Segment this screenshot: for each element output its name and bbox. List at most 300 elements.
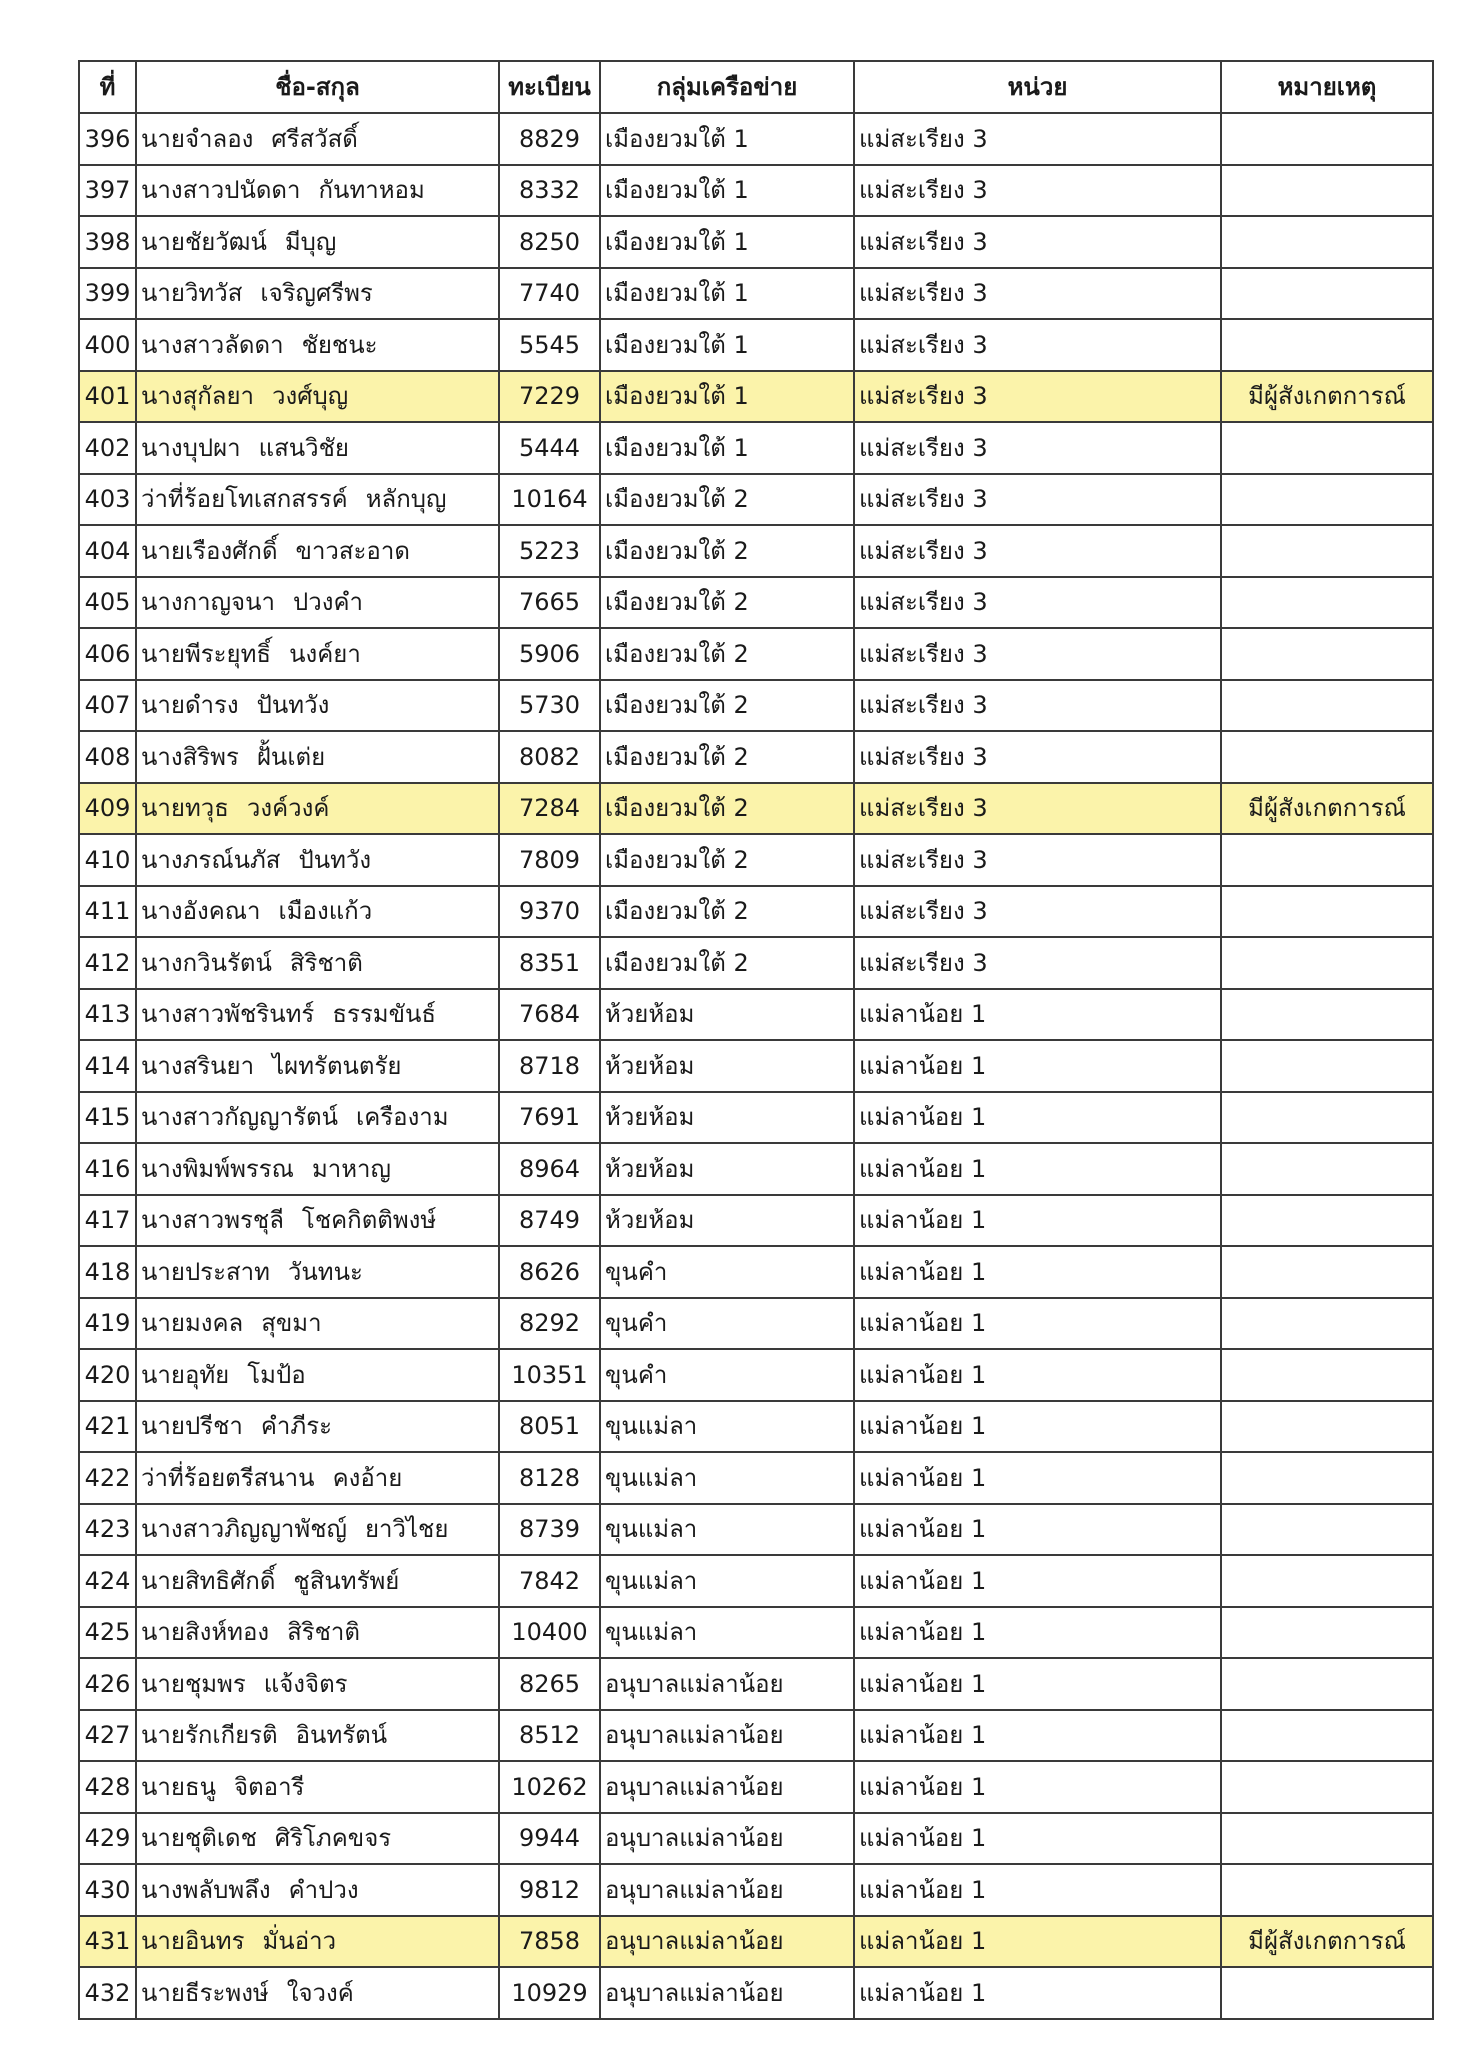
last-name: โชคกิตติพงษ์ xyxy=(301,1206,437,1235)
header-row xyxy=(79,61,1433,113)
person-name xyxy=(136,319,499,371)
remark xyxy=(1221,989,1433,1041)
exam-unit: แม่สะเรียง 3 xyxy=(854,937,1221,989)
network-group: ห้วยห้อม xyxy=(600,1143,854,1195)
exam-unit: แม่ลาน้อย 1 xyxy=(854,1452,1221,1504)
person-name xyxy=(136,783,499,835)
registration-number: 10929 xyxy=(499,1967,600,2019)
registration-number: 7665 xyxy=(499,577,600,629)
exam-unit: แม่สะเรียง 3 xyxy=(854,525,1221,577)
registration-number: 9812 xyxy=(499,1864,600,1916)
exam-unit: แม่ลาน้อย 1 xyxy=(854,1298,1221,1350)
row-number: 416 xyxy=(79,1143,136,1195)
remark xyxy=(1221,577,1433,629)
last-name: ขาวสะอาด xyxy=(295,536,410,565)
exam-unit: แม่สะเรียง 3 xyxy=(854,783,1221,835)
network-group: อนุบาลแม่ลาน้อย xyxy=(600,1967,854,2019)
last-name: ปวงคำ xyxy=(293,588,363,617)
exam-unit: แม่สะเรียง 3 xyxy=(854,319,1221,371)
first-name: นายสิทธิศักดิ์ xyxy=(141,1566,276,1595)
last-name: ศิริโภคขจร xyxy=(274,1824,392,1853)
remark xyxy=(1221,474,1433,526)
exam-unit: แม่ลาน้อย 1 xyxy=(854,1040,1221,1092)
last-name: วันทนะ xyxy=(287,1257,363,1286)
registration-number: 5730 xyxy=(499,680,600,732)
header-note: หมายเหตุ xyxy=(1221,61,1433,113)
network-group: เมืองยวมใต้ 1 xyxy=(600,268,854,320)
first-name: นายทวุธ xyxy=(141,794,229,823)
remark: มีผู้สังเกตการณ์ xyxy=(1221,783,1433,835)
row-number: 425 xyxy=(79,1607,136,1659)
remark xyxy=(1221,1864,1433,1916)
remark xyxy=(1221,268,1433,320)
registration-number: 9944 xyxy=(499,1813,600,1865)
last-name: เครืองาม xyxy=(356,1103,449,1132)
last-name: คงอ้าย xyxy=(332,1463,403,1492)
header-name: ชื่อ-สกุล xyxy=(136,61,499,113)
person-name xyxy=(136,216,499,268)
row-number: 406 xyxy=(79,628,136,680)
row-number: 405 xyxy=(79,577,136,629)
row-number: 427 xyxy=(79,1710,136,1762)
exam-unit: แม่สะเรียง 3 xyxy=(854,474,1221,526)
network-group: ขุนแม่ลา xyxy=(600,1452,854,1504)
person-name xyxy=(136,731,499,783)
last-name: อินทรัตน์ xyxy=(295,1721,388,1750)
table-row xyxy=(79,165,1433,217)
network-group: เมืองยวมใต้ 1 xyxy=(600,422,854,474)
header-registration: ทะเบียน xyxy=(499,61,600,113)
first-name: นางสุกัลยา xyxy=(141,382,255,411)
last-name: กันทาหอม xyxy=(318,176,425,205)
first-name: นายจำลอง xyxy=(141,124,254,153)
remark xyxy=(1221,680,1433,732)
network-group: ห้วยห้อม xyxy=(600,1195,854,1247)
last-name: นงค์ยา xyxy=(289,639,361,668)
first-name: นางกวินรัตน์ xyxy=(141,948,272,977)
last-name: จิตอารี xyxy=(234,1772,305,1801)
last-name: เจริญศรีพร xyxy=(260,279,373,308)
person-name xyxy=(136,165,499,217)
first-name: นายธีระพงษ์ xyxy=(141,1978,269,2007)
person-name xyxy=(136,1864,499,1916)
person-name xyxy=(136,1761,499,1813)
exam-unit: แม่ลาน้อย 1 xyxy=(854,1401,1221,1453)
exam-unit: แม่ลาน้อย 1 xyxy=(854,1143,1221,1195)
table-row xyxy=(79,1710,1433,1762)
person-name xyxy=(136,1040,499,1092)
last-name: แสนวิชัย xyxy=(258,433,349,462)
person-name xyxy=(136,886,499,938)
roster-table xyxy=(78,60,1434,2020)
last-name: ชูสินทรัพย์ xyxy=(293,1566,400,1595)
person-name xyxy=(136,834,499,886)
exam-unit: แม่ลาน้อย 1 xyxy=(854,1916,1221,1968)
exam-unit: แม่ลาน้อย 1 xyxy=(854,1555,1221,1607)
first-name: นางสาวพรชุลี xyxy=(141,1206,284,1235)
exam-unit: แม่สะเรียง 3 xyxy=(854,371,1221,423)
exam-unit: แม่ลาน้อย 1 xyxy=(854,1504,1221,1556)
table-row xyxy=(79,937,1433,989)
last-name: ใจวงค์ xyxy=(286,1978,354,2007)
person-name xyxy=(136,1143,499,1195)
registration-number: 7691 xyxy=(499,1092,600,1144)
registration-number: 8128 xyxy=(499,1452,600,1504)
header-unit: หน่วย xyxy=(854,61,1221,113)
remark xyxy=(1221,1607,1433,1659)
first-name: นางสาวกัญญารัตน์ xyxy=(141,1103,338,1132)
person-name xyxy=(136,1195,499,1247)
registration-number: 8626 xyxy=(499,1246,600,1298)
row-number: 417 xyxy=(79,1195,136,1247)
registration-number: 7284 xyxy=(499,783,600,835)
registration-number: 10400 xyxy=(499,1607,600,1659)
network-group: เมืองยวมใต้ 2 xyxy=(600,834,854,886)
exam-unit: แม่สะเรียง 3 xyxy=(854,577,1221,629)
first-name: นางบุปผา xyxy=(141,433,241,462)
table-row xyxy=(79,1967,1433,2019)
person-name xyxy=(136,113,499,165)
network-group: เมืองยวมใต้ 1 xyxy=(600,319,854,371)
network-group: เมืองยวมใต้ 1 xyxy=(600,371,854,423)
exam-unit: แม่ลาน้อย 1 xyxy=(854,1864,1221,1916)
exam-unit: แม่สะเรียง 3 xyxy=(854,268,1221,320)
person-name xyxy=(136,422,499,474)
registration-number: 8718 xyxy=(499,1040,600,1092)
table-row xyxy=(79,577,1433,629)
person-name xyxy=(136,577,499,629)
remark xyxy=(1221,525,1433,577)
registration-number: 7858 xyxy=(499,1916,600,1968)
exam-unit: แม่ลาน้อย 1 xyxy=(854,1967,1221,2019)
person-name xyxy=(136,1401,499,1453)
table-row xyxy=(79,1452,1433,1504)
first-name: นายอินทร xyxy=(141,1927,245,1956)
exam-unit: แม่ลาน้อย 1 xyxy=(854,989,1221,1041)
remark xyxy=(1221,1040,1433,1092)
network-group: ขุนคำ xyxy=(600,1349,854,1401)
first-name: นายอุทัย xyxy=(141,1360,230,1389)
registration-number: 10164 xyxy=(499,474,600,526)
network-group: เมืองยวมใต้ 2 xyxy=(600,628,854,680)
table-row xyxy=(79,834,1433,886)
first-name: นายวิทวัส xyxy=(141,279,243,308)
first-name: นายพีระยุทธิ์ xyxy=(141,639,272,668)
last-name: คำภีระ xyxy=(260,1412,332,1441)
table-row xyxy=(79,268,1433,320)
table-row xyxy=(79,1298,1433,1350)
network-group: เมืองยวมใต้ 1 xyxy=(600,216,854,268)
registration-number: 5545 xyxy=(499,319,600,371)
last-name: หลักบุญ xyxy=(365,485,447,514)
network-group: เมืองยวมใต้ 2 xyxy=(600,937,854,989)
remark xyxy=(1221,1298,1433,1350)
row-number: 399 xyxy=(79,268,136,320)
row-number: 429 xyxy=(79,1813,136,1865)
registration-number: 8351 xyxy=(499,937,600,989)
table-row xyxy=(79,1504,1433,1556)
last-name: มาหาญ xyxy=(311,1154,391,1183)
registration-number: 8739 xyxy=(499,1504,600,1556)
row-number: 402 xyxy=(79,422,136,474)
first-name: นายชุมพร xyxy=(141,1669,246,1698)
row-number: 428 xyxy=(79,1761,136,1813)
row-number: 423 xyxy=(79,1504,136,1556)
network-group: เมืองยวมใต้ 1 xyxy=(600,113,854,165)
header-no: ที่ xyxy=(79,61,136,113)
registration-number: 5223 xyxy=(499,525,600,577)
exam-unit: แม่ลาน้อย 1 xyxy=(854,1658,1221,1710)
table-row xyxy=(79,989,1433,1041)
remark xyxy=(1221,731,1433,783)
registration-number: 7809 xyxy=(499,834,600,886)
row-number: 415 xyxy=(79,1092,136,1144)
row-number: 424 xyxy=(79,1555,136,1607)
remark xyxy=(1221,113,1433,165)
exam-unit: แม่ลาน้อย 1 xyxy=(854,1246,1221,1298)
table-row xyxy=(79,1040,1433,1092)
registration-number: 8829 xyxy=(499,113,600,165)
last-name: ไผทรัตนตรัย xyxy=(272,1051,402,1080)
network-group: ห้วยห้อม xyxy=(600,1092,854,1144)
registration-number: 8265 xyxy=(499,1658,600,1710)
first-name: นายประสาท xyxy=(141,1257,270,1286)
first-name: นายดำรง xyxy=(141,691,239,720)
row-number: 431 xyxy=(79,1916,136,1968)
table-row xyxy=(79,371,1433,423)
row-number: 411 xyxy=(79,886,136,938)
person-name xyxy=(136,474,499,526)
first-name: นางสาวปนัดดา xyxy=(141,176,301,205)
last-name: มีบุญ xyxy=(284,227,337,256)
row-number: 400 xyxy=(79,319,136,371)
person-name xyxy=(136,1349,499,1401)
table-row xyxy=(79,1195,1433,1247)
first-name: นายเรืองศักดิ์ xyxy=(141,536,278,565)
network-group: ขุนคำ xyxy=(600,1246,854,1298)
registration-number: 8512 xyxy=(499,1710,600,1762)
person-name xyxy=(136,1504,499,1556)
remark xyxy=(1221,165,1433,217)
row-number: 419 xyxy=(79,1298,136,1350)
exam-unit: แม่สะเรียง 3 xyxy=(854,628,1221,680)
row-number: 421 xyxy=(79,1401,136,1453)
table-row xyxy=(79,1143,1433,1195)
registration-number: 5444 xyxy=(499,422,600,474)
remark xyxy=(1221,1504,1433,1556)
table-row xyxy=(79,1761,1433,1813)
remark xyxy=(1221,1813,1433,1865)
row-number: 414 xyxy=(79,1040,136,1092)
first-name: นายธนู xyxy=(141,1772,216,1801)
person-name xyxy=(136,1916,499,1968)
remark xyxy=(1221,628,1433,680)
exam-unit: แม่สะเรียง 3 xyxy=(854,422,1221,474)
row-number: 404 xyxy=(79,525,136,577)
exam-unit: แม่ลาน้อย 1 xyxy=(854,1092,1221,1144)
row-number: 408 xyxy=(79,731,136,783)
exam-unit: แม่ลาน้อย 1 xyxy=(854,1813,1221,1865)
row-number: 407 xyxy=(79,680,136,732)
remark xyxy=(1221,1452,1433,1504)
network-group: เมืองยวมใต้ 2 xyxy=(600,577,854,629)
last-name: คำปวง xyxy=(288,1875,359,1904)
remark xyxy=(1221,1658,1433,1710)
first-name: ว่าที่ร้อยตรีสนาน xyxy=(141,1463,315,1492)
network-group: ขุนคำ xyxy=(600,1298,854,1350)
last-name: โมป้อ xyxy=(247,1360,306,1389)
exam-unit: แม่สะเรียง 3 xyxy=(854,113,1221,165)
remark xyxy=(1221,834,1433,886)
network-group: เมืองยวมใต้ 2 xyxy=(600,474,854,526)
table-row xyxy=(79,628,1433,680)
registration-number: 8964 xyxy=(499,1143,600,1195)
row-number: 422 xyxy=(79,1452,136,1504)
network-group: ขุนแม่ลา xyxy=(600,1504,854,1556)
first-name: นางสาวลัดดา xyxy=(141,330,284,359)
first-name: นายสิงห์ทอง xyxy=(141,1618,270,1647)
table-row xyxy=(79,886,1433,938)
network-group: เมืองยวมใต้ 2 xyxy=(600,886,854,938)
remark xyxy=(1221,1401,1433,1453)
registration-number: 9370 xyxy=(499,886,600,938)
header-network: กลุ่มเครือข่าย xyxy=(600,61,854,113)
network-group: อนุบาลแม่ลาน้อย xyxy=(600,1813,854,1865)
remark xyxy=(1221,1195,1433,1247)
network-group: เมืองยวมใต้ 1 xyxy=(600,165,854,217)
registration-number: 7229 xyxy=(499,371,600,423)
row-number: 409 xyxy=(79,783,136,835)
first-name: นายรักเกียรติ xyxy=(141,1721,278,1750)
exam-unit: แม่สะเรียง 3 xyxy=(854,165,1221,217)
remark xyxy=(1221,937,1433,989)
table-body xyxy=(79,113,1433,2019)
first-name: ว่าที่ร้อยโทเสกสรรค์ xyxy=(141,485,348,514)
exam-unit: แม่ลาน้อย 1 xyxy=(854,1761,1221,1813)
remark: มีผู้สังเกตการณ์ xyxy=(1221,1916,1433,1968)
row-number: 396 xyxy=(79,113,136,165)
first-name: นายปรีชา xyxy=(141,1412,243,1441)
row-number: 397 xyxy=(79,165,136,217)
network-group: ขุนแม่ลา xyxy=(600,1555,854,1607)
remark xyxy=(1221,1349,1433,1401)
person-name xyxy=(136,937,499,989)
last-name: เมืองแก้ว xyxy=(278,897,373,926)
last-name: สุขมา xyxy=(261,1309,322,1338)
person-name xyxy=(136,628,499,680)
first-name: นางสิริพร xyxy=(141,742,239,771)
exam-unit: แม่ลาน้อย 1 xyxy=(854,1607,1221,1659)
table-row xyxy=(79,1246,1433,1298)
exam-unit: แม่สะเรียง 3 xyxy=(854,731,1221,783)
registration-number: 7842 xyxy=(499,1555,600,1607)
last-name: ปันทวัง xyxy=(256,691,330,720)
first-name: นางพิมพ์พรรณ xyxy=(141,1154,294,1183)
first-name: นายชัยวัฒน์ xyxy=(141,227,267,256)
exam-unit: แม่สะเรียง 3 xyxy=(854,834,1221,886)
network-group: เมืองยวมใต้ 2 xyxy=(600,783,854,835)
row-number: 420 xyxy=(79,1349,136,1401)
registration-number: 10351 xyxy=(499,1349,600,1401)
person-name xyxy=(136,268,499,320)
person-name xyxy=(136,371,499,423)
registration-number: 7684 xyxy=(499,989,600,1041)
table-row xyxy=(79,680,1433,732)
remark xyxy=(1221,422,1433,474)
row-number: 432 xyxy=(79,1967,136,2019)
first-name: นางพลับพลึง xyxy=(141,1875,271,1904)
last-name: ศรีสวัสดิ์ xyxy=(271,124,358,153)
person-name xyxy=(136,1967,499,2019)
last-name: สิริชาติ xyxy=(289,948,363,977)
remark xyxy=(1221,216,1433,268)
network-group: เมืองยวมใต้ 2 xyxy=(600,731,854,783)
last-name: วงศ์บุญ xyxy=(272,382,349,411)
person-name xyxy=(136,1298,499,1350)
registration-number: 8292 xyxy=(499,1298,600,1350)
table-row xyxy=(79,319,1433,371)
remark xyxy=(1221,886,1433,938)
person-name xyxy=(136,1555,499,1607)
table-row xyxy=(79,783,1433,835)
first-name: นางสาวพัชรินทร์ xyxy=(141,1000,315,1029)
table-row xyxy=(79,1607,1433,1659)
person-name xyxy=(136,1092,499,1144)
first-name: นางกาญจนา xyxy=(141,588,276,617)
table-row xyxy=(79,1401,1433,1453)
network-group: ขุนแม่ลา xyxy=(600,1401,854,1453)
remark xyxy=(1221,1761,1433,1813)
last-name: ฝั้นเต่ย xyxy=(256,742,326,771)
table-row xyxy=(79,525,1433,577)
remark xyxy=(1221,319,1433,371)
network-group: ขุนแม่ลา xyxy=(600,1607,854,1659)
network-group: เมืองยวมใต้ 2 xyxy=(600,525,854,577)
first-name: นางสรินยา xyxy=(141,1051,255,1080)
last-name: แจ้งจิตร xyxy=(263,1669,348,1698)
remark xyxy=(1221,1967,1433,2019)
last-name: ชัยชนะ xyxy=(301,330,378,359)
row-number: 430 xyxy=(79,1864,136,1916)
person-name xyxy=(136,680,499,732)
person-name xyxy=(136,1813,499,1865)
exam-unit: แม่ลาน้อย 1 xyxy=(854,1195,1221,1247)
remark xyxy=(1221,1246,1433,1298)
first-name: นางอังคณา xyxy=(141,897,261,926)
remark: มีผู้สังเกตการณ์ xyxy=(1221,371,1433,423)
registration-number: 10262 xyxy=(499,1761,600,1813)
exam-unit: แม่ลาน้อย 1 xyxy=(854,1710,1221,1762)
network-group: ห้วยห้อม xyxy=(600,1040,854,1092)
first-name: นายชุติเดช xyxy=(141,1824,257,1853)
remark xyxy=(1221,1092,1433,1144)
person-name xyxy=(136,525,499,577)
network-group: ห้วยห้อม xyxy=(600,989,854,1041)
table-row xyxy=(79,731,1433,783)
table-row xyxy=(79,1349,1433,1401)
registration-number: 8051 xyxy=(499,1401,600,1453)
row-number: 426 xyxy=(79,1658,136,1710)
table-row xyxy=(79,474,1433,526)
last-name: ธรรมขันธ์ xyxy=(332,1000,437,1029)
table-row xyxy=(79,1813,1433,1865)
last-name: วงค์วงค์ xyxy=(246,794,330,823)
person-name xyxy=(136,1246,499,1298)
row-number: 418 xyxy=(79,1246,136,1298)
person-name xyxy=(136,989,499,1041)
remark xyxy=(1221,1555,1433,1607)
person-name xyxy=(136,1710,499,1762)
